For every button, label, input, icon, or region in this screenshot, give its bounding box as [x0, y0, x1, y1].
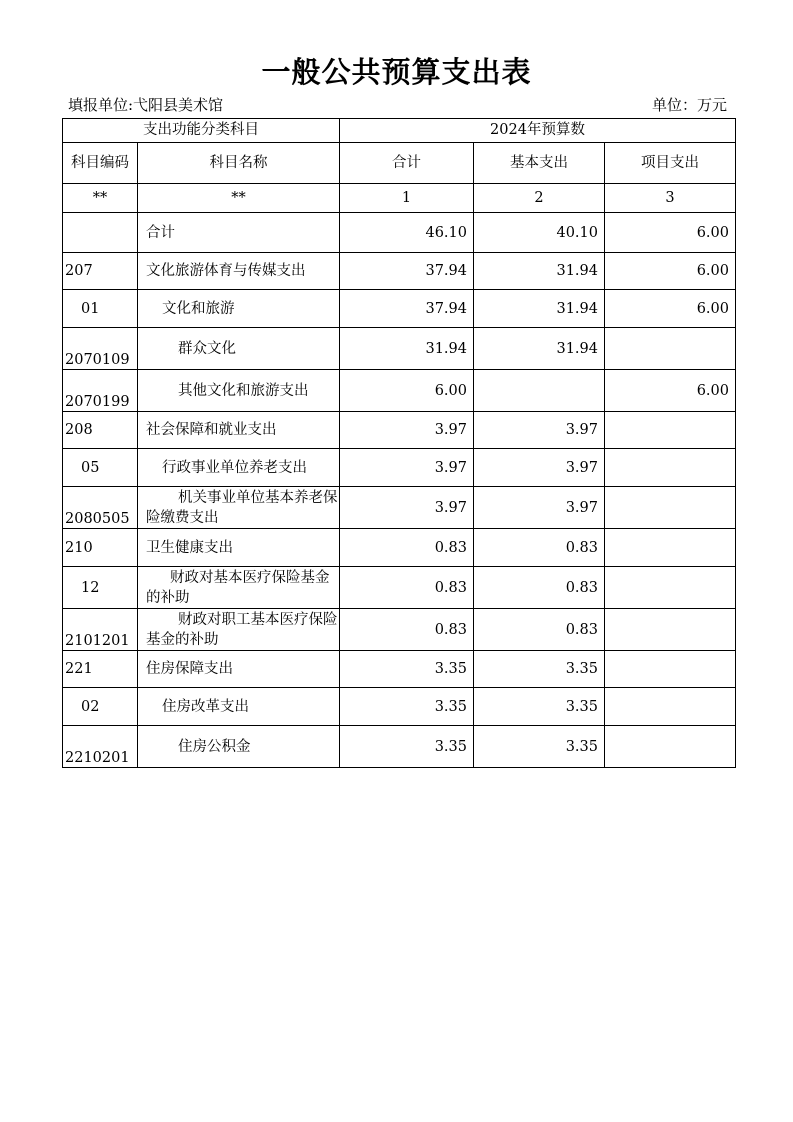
- row-project: [605, 609, 736, 651]
- table-row: [63, 567, 736, 609]
- row-total: 3.97: [340, 449, 474, 487]
- row-basic: 3.97: [474, 412, 605, 449]
- row-code: 210: [63, 529, 138, 567]
- table-row: [63, 328, 736, 370]
- row-total: 3.35: [340, 688, 474, 726]
- row-name: 住房保障支出: [138, 651, 340, 688]
- unit-label: 单位：万元: [651, 96, 727, 114]
- header-project: 项目支出: [605, 143, 736, 184]
- table-row: [63, 412, 736, 449]
- header-total: 合计: [340, 143, 474, 184]
- row-total: 0.83: [340, 567, 474, 609]
- row-basic: 3.97: [474, 487, 605, 529]
- table-row: [63, 253, 736, 290]
- row-basic: 0.83: [474, 609, 605, 651]
- row-project: [605, 726, 736, 768]
- row-total: 3.97: [340, 487, 474, 529]
- header-code: 科目编码: [63, 143, 138, 184]
- table-row: [63, 213, 736, 253]
- row-project: [605, 412, 736, 449]
- index-total: 1: [340, 184, 474, 213]
- row-basic: 31.94: [474, 290, 605, 328]
- row-code: 12: [63, 567, 138, 609]
- row-code: 2101201: [63, 609, 138, 651]
- row-name: 住房公积金: [138, 726, 340, 768]
- row-total: 46.10: [340, 213, 474, 253]
- header-budget-year: 2024年预算数: [340, 119, 736, 143]
- row-name: 合计: [138, 213, 340, 253]
- table-row: [63, 529, 736, 567]
- row-total: 0.83: [340, 609, 474, 651]
- row-code: 01: [63, 290, 138, 328]
- row-basic: 0.83: [474, 567, 605, 609]
- table-row: [63, 651, 736, 688]
- row-project: [605, 487, 736, 529]
- row-name: 行政事业单位养老支出: [138, 449, 340, 487]
- header-function-category: 支出功能分类科目: [63, 119, 340, 143]
- row-basic: 31.94: [474, 328, 605, 370]
- row-basic: 3.35: [474, 726, 605, 768]
- row-project: [605, 651, 736, 688]
- row-code: 207: [63, 253, 138, 290]
- row-basic: 31.94: [474, 253, 605, 290]
- row-name: 文化旅游体育与传媒支出: [138, 253, 340, 290]
- row-basic: 0.83: [474, 529, 605, 567]
- row-project: [605, 449, 736, 487]
- row-total: 31.94: [340, 328, 474, 370]
- page-title: 一般公共预算支出表: [261, 55, 532, 89]
- table-row: [63, 609, 736, 651]
- header-name: 科目名称: [138, 143, 340, 184]
- row-name: 卫生健康支出: [138, 529, 340, 567]
- row-basic: [474, 370, 605, 412]
- index-code: **: [63, 184, 138, 213]
- row-code: 02: [63, 688, 138, 726]
- table-row: [63, 370, 736, 412]
- row-total: 37.94: [340, 290, 474, 328]
- row-basic: 40.10: [474, 213, 605, 253]
- row-total: 3.35: [340, 651, 474, 688]
- row-total: 3.97: [340, 412, 474, 449]
- budget-table: [62, 118, 736, 768]
- table-row: [63, 726, 736, 768]
- row-code: 05: [63, 449, 138, 487]
- row-code: 208: [63, 412, 138, 449]
- table-row: [63, 449, 736, 487]
- row-name: 其他文化和旅游支出: [138, 370, 340, 412]
- row-basic: 3.97: [474, 449, 605, 487]
- table-row: [63, 688, 736, 726]
- reporting-unit: 填报单位:弋阳县美术馆: [68, 96, 224, 114]
- row-project: [605, 328, 736, 370]
- row-project: 6.00: [605, 370, 736, 412]
- row-project: 6.00: [605, 253, 736, 290]
- row-code: [63, 213, 138, 253]
- row-project: 6.00: [605, 213, 736, 253]
- row-name: 住房改革支出: [138, 688, 340, 726]
- row-code: 2070199: [63, 370, 138, 412]
- row-code: 2210201: [63, 726, 138, 768]
- row-code: 221: [63, 651, 138, 688]
- row-project: [605, 688, 736, 726]
- row-total: 3.35: [340, 726, 474, 768]
- row-code: 2070109: [63, 328, 138, 370]
- table-row: [63, 290, 736, 328]
- row-total: 6.00: [340, 370, 474, 412]
- row-name: 群众文化: [138, 328, 340, 370]
- row-total: 0.83: [340, 529, 474, 567]
- row-name: 文化和旅游: [138, 290, 340, 328]
- row-project: 6.00: [605, 290, 736, 328]
- index-name: **: [138, 184, 340, 213]
- row-project: [605, 529, 736, 567]
- row-name: 财政对基本医疗保险基金的补助: [138, 567, 340, 609]
- row-name: 机关事业单位基本养老保险缴费支出: [138, 487, 340, 529]
- index-basic: 2: [474, 184, 605, 213]
- row-basic: 3.35: [474, 651, 605, 688]
- row-code: 2080505: [63, 487, 138, 529]
- header-basic: 基本支出: [474, 143, 605, 184]
- row-project: [605, 567, 736, 609]
- row-name: 财政对职工基本医疗保险基金的补助: [138, 609, 340, 651]
- index-project: 3: [605, 184, 736, 213]
- table-row: [63, 487, 736, 529]
- row-total: 37.94: [340, 253, 474, 290]
- row-basic: 3.35: [474, 688, 605, 726]
- row-name: 社会保障和就业支出: [138, 412, 340, 449]
